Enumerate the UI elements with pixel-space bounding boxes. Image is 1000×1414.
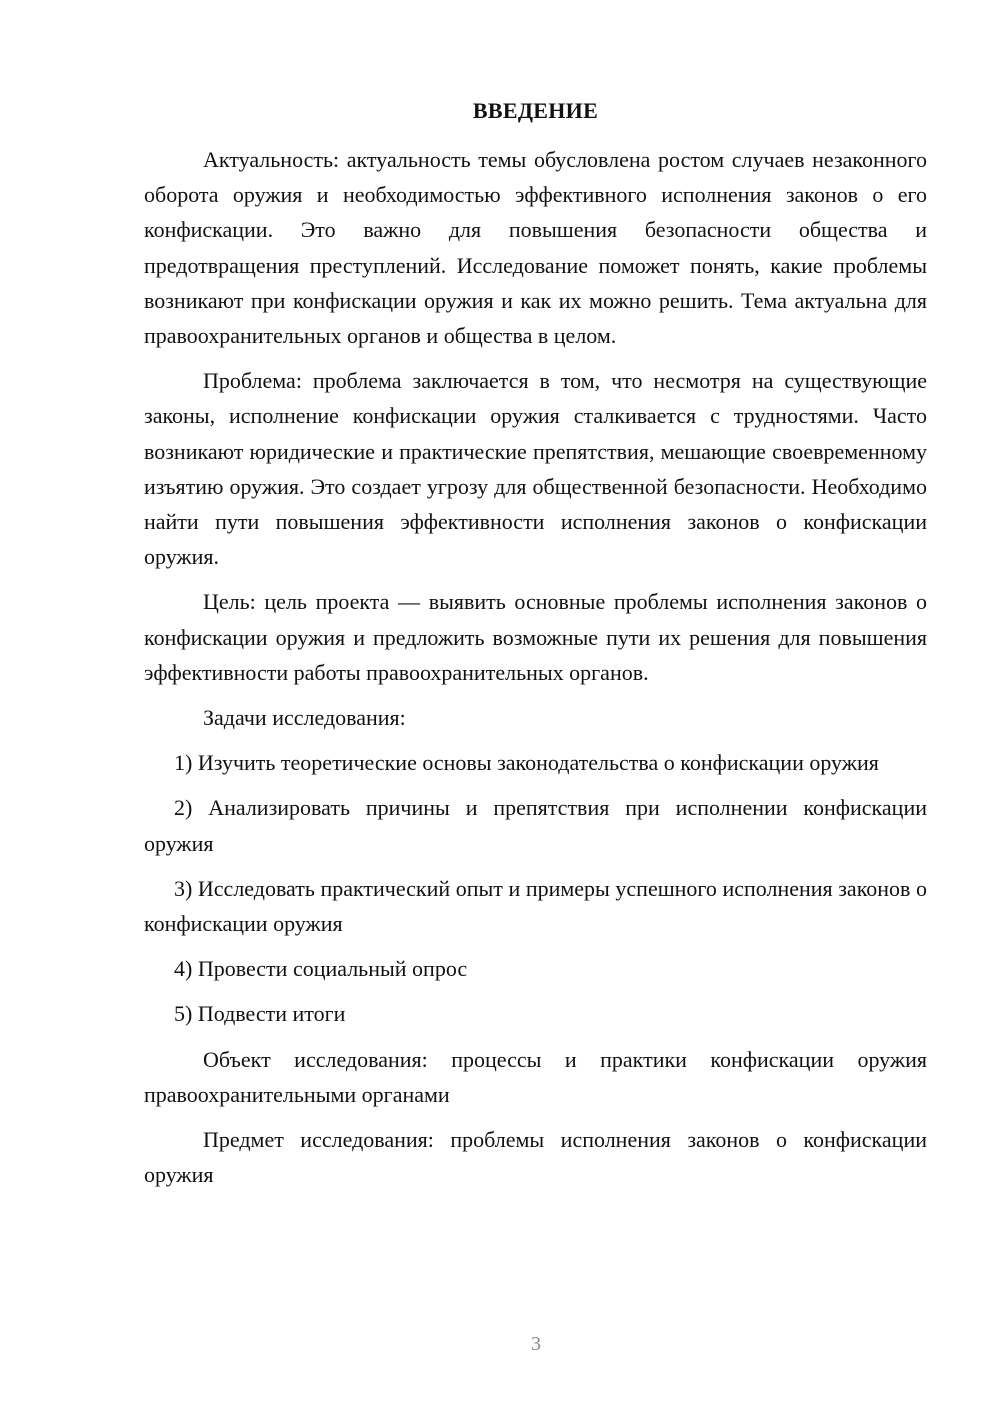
page-title: ВВЕДЕНИЕ [472, 98, 599, 123]
relevance-paragraph: Актуальность: актуальность темы обусловлена ростом случаев незаконного оборота оружия и необходимостью эффективного исполнения законов о его конфискации. Это важно для повышения безопасности общества и предотвращения преступлений. Исследование поможет понять, какие проблемы возникают при конфискации оружия и как их можно решить. Тема актуальна для правоохранительных органов и общества в целом. [144, 147, 927, 349]
task-item: 3) Исследовать практический опыт и примеры успешного исполнения законов о конфискации оружия [144, 875, 927, 937]
goal-paragraph: Цель: цель проекта — выявить основные проблемы исполнения законов о конфискации оружия и предложить возможные пути их решения для повышения эффективности работы правоохранительных органов. [144, 589, 927, 685]
task-item: 1) Изучить теоретические основы законодательства о конфискации оружия [174, 750, 879, 776]
task-item: 5) Подвести итоги [174, 1001, 346, 1027]
page-content [144, 96, 927, 1192]
subject-paragraph: Предмет исследования: проблемы исполнения законов о конфискации оружия [144, 1127, 927, 1188]
task-item: 2) Анализировать причины и препятствия при исполнении конфискации оружия [144, 795, 927, 856]
object-paragraph: Объект исследования: процессы и практики конфискации оружия правоохранительными органами [144, 1046, 927, 1107]
page-number: 3 [531, 1333, 541, 1355]
task-item: 4) Провести социальный опрос [174, 956, 468, 982]
problem-paragraph: Проблема: проблема заключается в том, что несмотря на существующие законы, исполнение конфискации оружия сталкивается с трудностями. Часто возникают юридические и практические препятствия, мешающие своевременному изъятию оружия. Это создает угрозу для общественной безопасности. Необходимо найти пути повышения эффективности исполнения законов о конфискации оружия. [144, 368, 927, 570]
tasks-heading: Задачи исследования: [203, 705, 406, 731]
